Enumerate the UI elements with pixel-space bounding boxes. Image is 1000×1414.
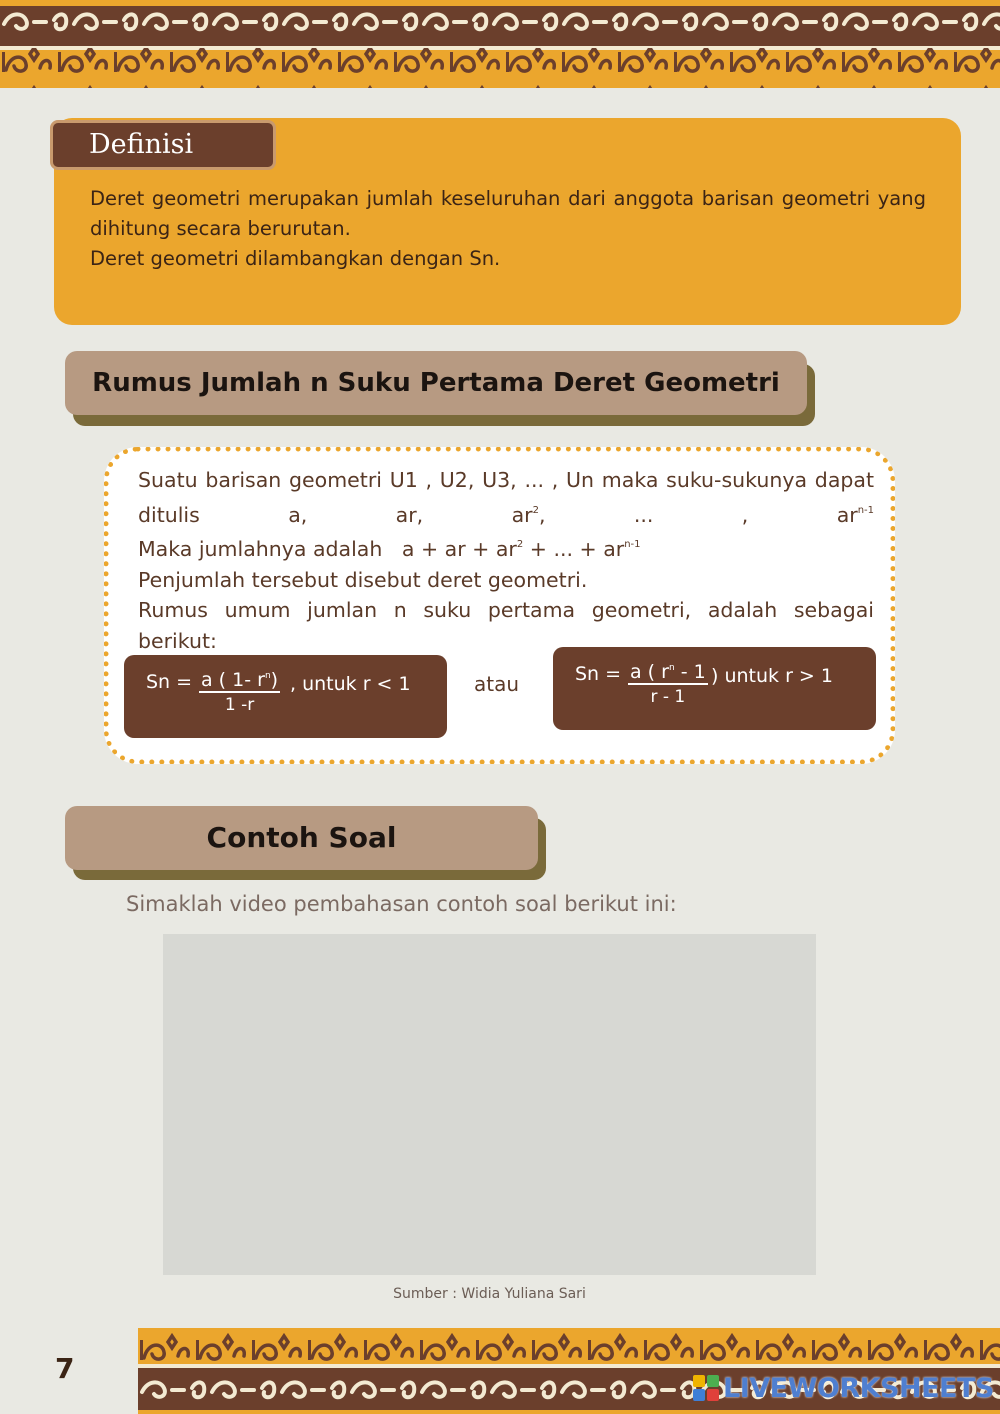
video-player[interactable] xyxy=(163,934,816,1275)
formula-2-numerator: a ( $r^n - 1$ xyxy=(630,661,706,683)
formula-1-fraction xyxy=(199,669,280,715)
video-source: Sumber : Widia Yuliana Sari xyxy=(393,1286,586,1302)
video-instruction: Simaklah video pembahasan contoh soal berikut ini: xyxy=(126,892,677,916)
formula-1-lhs: Sn = xyxy=(146,671,193,693)
definition-line-1: Deret geometri merupakan jumlah keseluruhan dari anggota barisan geometri yang dihitung secara berurutan. xyxy=(90,187,926,240)
watermark-text: LIVEWORKSHEETS xyxy=(723,1372,994,1404)
explanation-line-2: Maka jumlahnya adalah a + ar + $ar^2$ + ... + $ar^{n-1}$ xyxy=(138,537,641,561)
formula-1-denominator: 1 -r xyxy=(224,695,255,715)
explanation-line-3: Penjumlah tersebut disebut deret geometri. xyxy=(138,567,588,592)
formula-explanation xyxy=(138,465,874,656)
watermark-logo-icon xyxy=(693,1375,719,1401)
separator-atau: atau xyxy=(474,672,520,696)
formula-1-numerator: a ( 1- $r^n$) xyxy=(201,669,279,691)
formula-1-condition: , untuk r < 1 xyxy=(290,673,411,695)
top-ornament-band xyxy=(0,0,1000,88)
formula-2-condition: ) untuk r > 1 xyxy=(711,665,833,687)
formula-2-denominator: r - 1 xyxy=(650,687,686,707)
definition-text xyxy=(90,184,926,274)
rumus-heading: Rumus Jumlah n Suku Pertama Deret Geometri xyxy=(65,351,807,415)
page-number: 7 xyxy=(55,1352,75,1385)
definition-line-2: Deret geometri dilambangkan dengan Sn. xyxy=(90,247,501,270)
formula-2-fraction xyxy=(628,661,708,707)
watermark xyxy=(693,1370,994,1406)
formula-r-less-than-1 xyxy=(124,655,447,738)
contoh-heading: Contoh Soal xyxy=(65,806,538,870)
definition-tab: Definisi xyxy=(50,120,276,170)
formula-2-lhs: Sn = xyxy=(575,663,622,685)
formula-r-greater-than-1 xyxy=(553,647,876,730)
explanation-line-4: Rumus umum jumlan n suku pertama geometri, adalah sebagai berikut: xyxy=(138,598,874,653)
explanation-line-1: Suatu barisan geometri U1 , U2, U3, ... , Un maka suku-sukunya dapat ditulis a, ar, $ar^2$, ... , $ar^{n-1}$ xyxy=(138,468,874,527)
